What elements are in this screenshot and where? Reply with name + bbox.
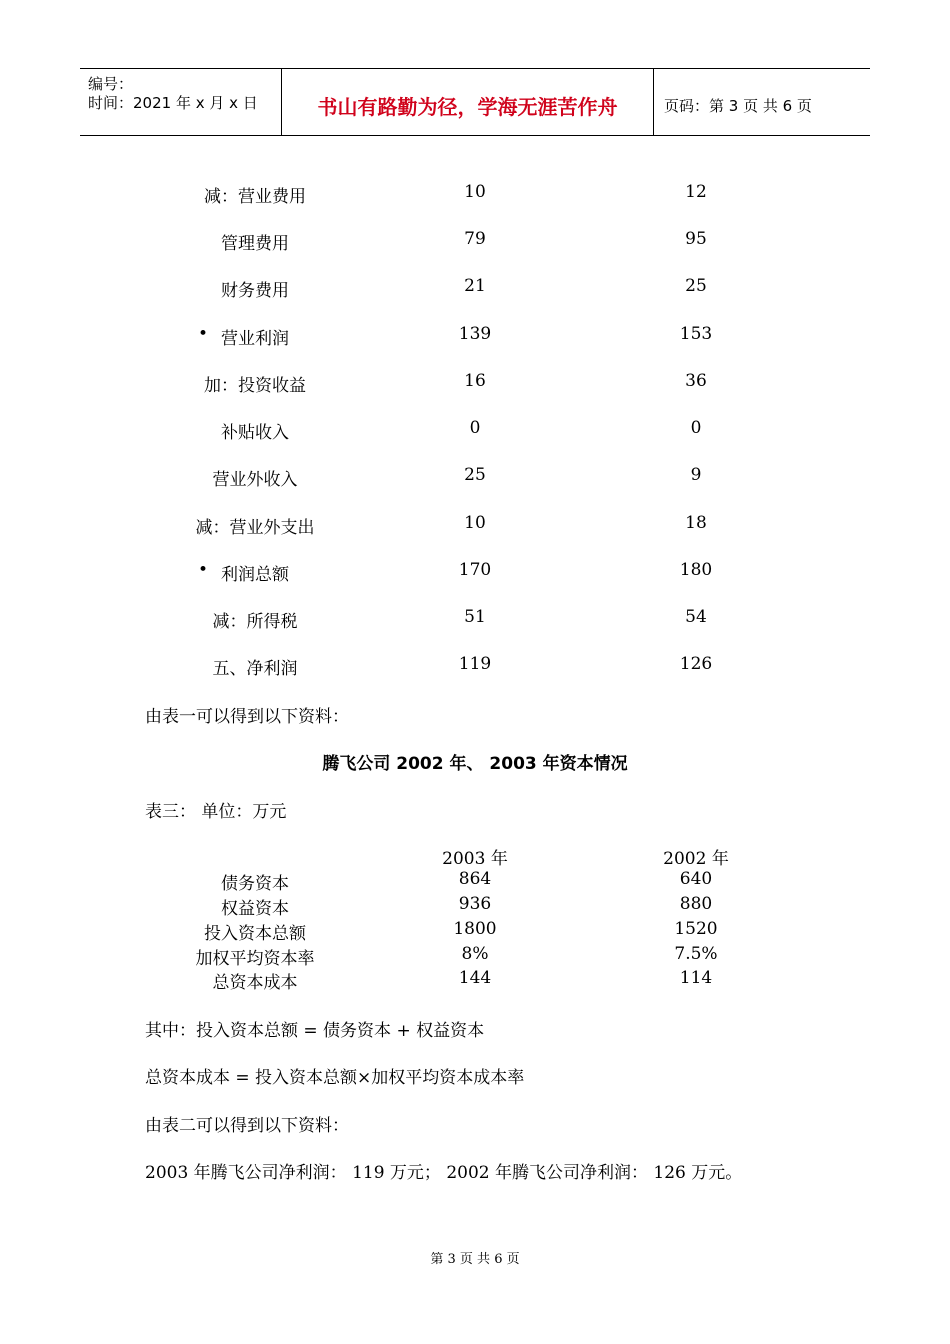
value-2002: 95 bbox=[685, 229, 707, 249]
value-2003: 10 bbox=[464, 513, 486, 533]
header-2003: 2003 年 bbox=[442, 849, 508, 869]
table-row bbox=[0, 968, 950, 992]
value-2002: 0 bbox=[690, 418, 702, 438]
value-2003: 936 bbox=[458, 894, 492, 914]
row-label: 管理费用 bbox=[221, 234, 289, 254]
table-row bbox=[0, 371, 950, 395]
row-label: 财务费用 bbox=[221, 281, 289, 301]
row-label: 债务资本 bbox=[221, 874, 289, 894]
value-2002: 1520 bbox=[674, 919, 718, 939]
value-2003: 119 bbox=[458, 654, 492, 674]
value-2002: 12 bbox=[685, 182, 707, 202]
value-2003: 864 bbox=[458, 869, 492, 889]
formula-invested-capital: 其中：投入资本总额 = 债务资本 + 权益资本 bbox=[145, 1021, 485, 1041]
row-label: 投入资本总额 bbox=[204, 924, 306, 944]
value-2003: 25 bbox=[464, 465, 486, 485]
row-label: 总资本成本 bbox=[212, 973, 298, 993]
value-2002: 18 bbox=[685, 513, 707, 533]
value-2002: 36 bbox=[685, 371, 707, 391]
table-row bbox=[0, 513, 950, 537]
number-label: 编号： bbox=[88, 75, 134, 93]
table-row bbox=[0, 229, 950, 253]
value-2003: 10 bbox=[464, 182, 486, 202]
paragraph-table1-note: 由表一可以得到以下资料： bbox=[145, 707, 349, 727]
date-label: 时间：2021 年 x 月 x 日 bbox=[88, 94, 258, 112]
header-meta bbox=[80, 69, 282, 135]
value-2003: 8% bbox=[461, 944, 489, 964]
table-row bbox=[0, 465, 950, 489]
value-2002: 7.5% bbox=[674, 944, 718, 964]
row-label: 加：投资收益 bbox=[204, 376, 306, 396]
value-2002: 9 bbox=[690, 465, 702, 485]
table-row bbox=[0, 418, 950, 442]
row-label: 权益资本 bbox=[221, 899, 289, 919]
capital-table-title: 腾飞公司 2002 年、 2003 年资本情况 bbox=[322, 754, 628, 774]
value-2003: 21 bbox=[464, 276, 486, 296]
table-row bbox=[0, 607, 950, 631]
header-2002: 2002 年 bbox=[663, 849, 729, 869]
value-2002: 153 bbox=[679, 324, 713, 344]
row-label: 利润总额 bbox=[221, 565, 289, 585]
table-header-row bbox=[0, 844, 950, 868]
bullet: • bbox=[198, 560, 209, 580]
paragraph-net-profit: 2003 年腾飞公司净利润： 119 万元； 2002 年腾飞公司净利润： 126 万元。 bbox=[145, 1163, 743, 1183]
value-2002: 25 bbox=[685, 276, 707, 296]
paragraph-table2-note: 由表二可以得到以下资料： bbox=[145, 1116, 349, 1136]
table-row bbox=[0, 182, 950, 206]
header-page bbox=[654, 69, 870, 135]
table-row bbox=[0, 944, 950, 968]
page-footer: 第 3 页 共 6 页 bbox=[430, 1252, 520, 1267]
value-2002: 126 bbox=[679, 654, 713, 674]
table-row bbox=[0, 560, 950, 584]
value-2002: 54 bbox=[685, 607, 707, 627]
motto-text: 书山有路勤为径，学海无涯苦作舟 bbox=[317, 95, 618, 119]
row-label: 五、净利润 bbox=[212, 659, 298, 679]
row-label: 加权平均资本率 bbox=[195, 949, 315, 969]
row-label: 减：营业外支出 bbox=[195, 518, 315, 538]
table-row bbox=[0, 894, 950, 918]
value-2003: 170 bbox=[458, 560, 492, 580]
value-2003: 0 bbox=[469, 418, 481, 438]
bullet: • bbox=[198, 324, 209, 344]
row-label: 营业利润 bbox=[221, 329, 289, 349]
table-row bbox=[0, 919, 950, 943]
table3-caption: 表三： 单位：万元 bbox=[145, 802, 287, 822]
value-2003: 51 bbox=[464, 607, 486, 627]
table-row bbox=[0, 654, 950, 678]
row-label: 减：营业费用 bbox=[204, 187, 306, 207]
value-2003: 79 bbox=[464, 229, 486, 249]
table-row bbox=[0, 324, 950, 348]
page-label: 页码：第 3 页 共 6 页 bbox=[664, 97, 812, 115]
value-2003: 16 bbox=[464, 371, 486, 391]
table-row bbox=[0, 869, 950, 893]
value-2002: 114 bbox=[679, 968, 713, 988]
formula-total-capital-cost: 总资本成本 = 投入资本总额×加权平均资本成本率 bbox=[145, 1068, 525, 1088]
row-label: 补贴收入 bbox=[221, 423, 289, 443]
value-2003: 144 bbox=[458, 968, 492, 988]
page-header bbox=[80, 68, 870, 136]
value-2003: 1800 bbox=[453, 919, 497, 939]
table-row bbox=[0, 276, 950, 300]
row-label: 营业外收入 bbox=[212, 470, 298, 490]
value-2002: 180 bbox=[679, 560, 713, 580]
header-motto bbox=[282, 69, 654, 135]
value-2002: 880 bbox=[679, 894, 713, 914]
row-label: 减：所得税 bbox=[212, 612, 298, 632]
value-2002: 640 bbox=[679, 869, 713, 889]
value-2003: 139 bbox=[458, 324, 492, 344]
